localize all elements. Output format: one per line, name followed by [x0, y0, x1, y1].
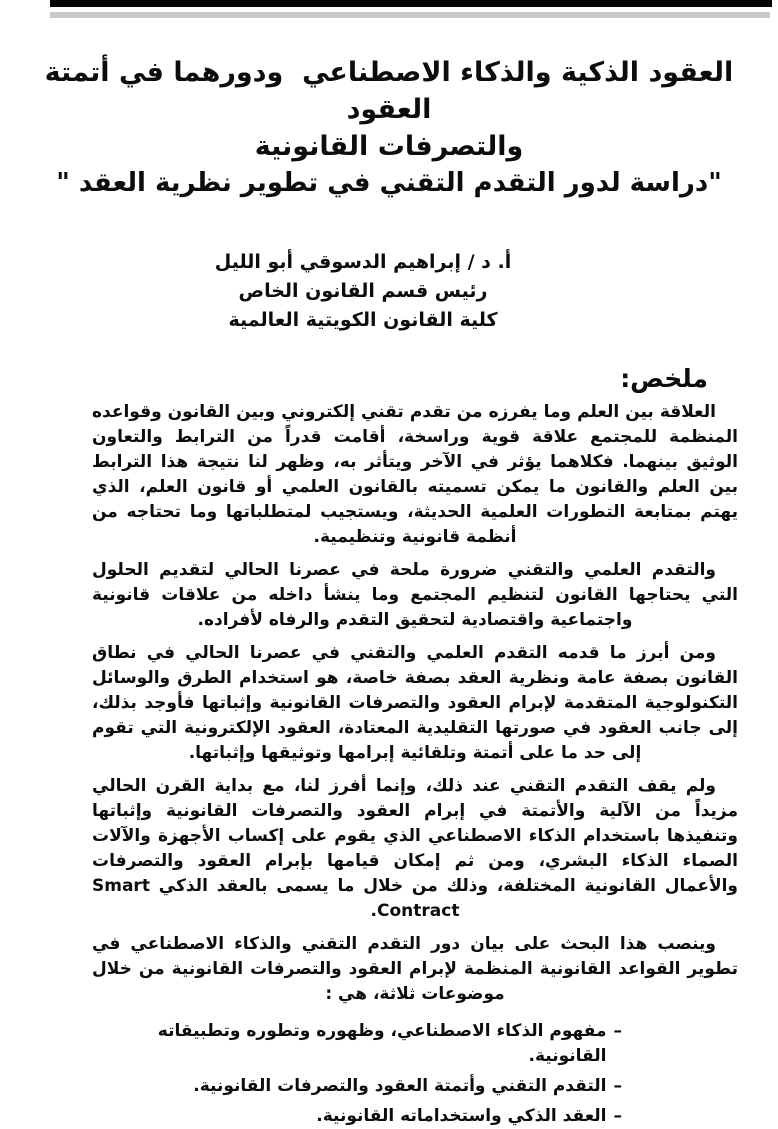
- paper-title-line-2: والتصرفات القانونية: [254, 131, 524, 162]
- abstract-paragraph-5: وينصب هذا البحث على بيان دور التقدم التقني والذكاء الاصطناعي في تطوير القواعد القانونية المنظمة لإبرام العقود والتصرفات القانونية من خلال موضوعات ثلاثة، هي :: [92, 934, 738, 1004]
- topic-item: [92, 1074, 738, 1099]
- abstract-paragraph-1: العلاقة بين العلم وما يفرزه من تقدم تقني إلكتروني وبين القانون وقواعده المنظمة للمجتمع علاقة قوية وراسخة، أقامت قدراً من الترابط والتعاون الوثيق بينهما. فكلاهما يؤثر في الآخر ويتأثر به، وظهر لنا نتيجة هذا الترابط بين العلم والقانون ما يمكن تسميته بالقانون العلمي أو قانون العلم، الذي يهتم بمتابعة التطورات العلمية الحديثة، ويستجيب لمتطلباتها وما تحتاجه من أنظمة قانونية وتنظيمية.: [92, 402, 738, 547]
- abstract-paragraph-3: ومن أبرز ما قدمه التقدم العلمي والتقني في عصرنا الحالي في نطاق القانون بصفة عامة ونظرية العقد بصفة خاصة، هو استخدام الطرق والوسائل التكنولوجية المتقدمة لإبرام العقود والتصرفات القانونية وإثباتها فأوجد بذلك، إلى جانب العقود في صورتها التقليدية المعتادة، العقود الإلكترونية التي تقوم إلى حد ما على أتمتة وتلقائية إبرامها وتوثيقها وإثباتها.: [92, 643, 738, 763]
- topic-item-label: العقد الذكي واستخداماته القانونية.: [316, 1106, 607, 1126]
- topics-list: [92, 1019, 738, 1129]
- abstract-heading: ملخص:: [620, 364, 708, 393]
- topic-item-label: مفهوم الذكاء الاصطناعي، وظهوره وتطوره وتطبيقاته القانونية.: [157, 1021, 607, 1066]
- topic-item: [92, 1019, 738, 1069]
- top-rule-gray: [50, 12, 770, 18]
- abstract-section: [92, 361, 738, 1129]
- paper-title: [0, 54, 778, 202]
- paper-title-line-1: العقود الذكية والذكاء الاصطناعي ودورهما في أتمتة العقود: [35, 57, 734, 125]
- topic-item-label: التقدم التقني وأتمتة العقود والتصرفات القانونية.: [193, 1076, 607, 1096]
- author-position: رئيس قسم القانون الخاص: [238, 280, 488, 302]
- abstract-paragraph-2: والتقدم العلمي والتقني ضرورة ملحة في عصرنا الحالي لتقديم الحلول التي يحتاجها القانون لتنظيم المجتمع وما ينشأ داخله من علاقات قانونية واجتماعية واقتصادية لتحقيق التقدم والرفاه لأفراده.: [92, 560, 738, 630]
- abstract-paragraph-4: ولم يقف التقدم التقني عند ذلك، وإنما أفرز لنا، مع بداية القرن الحالي مزيداً من الآلية والأتمتة في إبرام العقود والتصرفات القانونية وإثباتها وتنفيذها باستخدام الذكاء الاصطناعي الذي يقوم على إكساب الأجهزة والآلات الصماء الذكاء البشري، ومن ثم إمكان قيامها بإبرام العقود والتصرفات والأعمال القانونية المختلفة، وذلك من خلال ما يسمى بالعقد الذكي Smart Contract.: [92, 776, 738, 921]
- author-affiliation: كلية القانون الكويتية العالمية: [228, 309, 498, 331]
- author-block: [215, 248, 511, 335]
- topic-item: [92, 1104, 738, 1129]
- dash-bullet-icon: –: [613, 1076, 622, 1096]
- top-rule-black: [50, 0, 772, 7]
- dash-bullet-icon: –: [613, 1021, 622, 1041]
- author-name: أ. د / إبراهيم الدسوقي أبو الليل: [214, 251, 512, 273]
- paper-subtitle: "دراسة لدور التقدم التقني في تطوير نظرية العقد ": [56, 168, 722, 198]
- dash-bullet-icon: –: [613, 1106, 622, 1126]
